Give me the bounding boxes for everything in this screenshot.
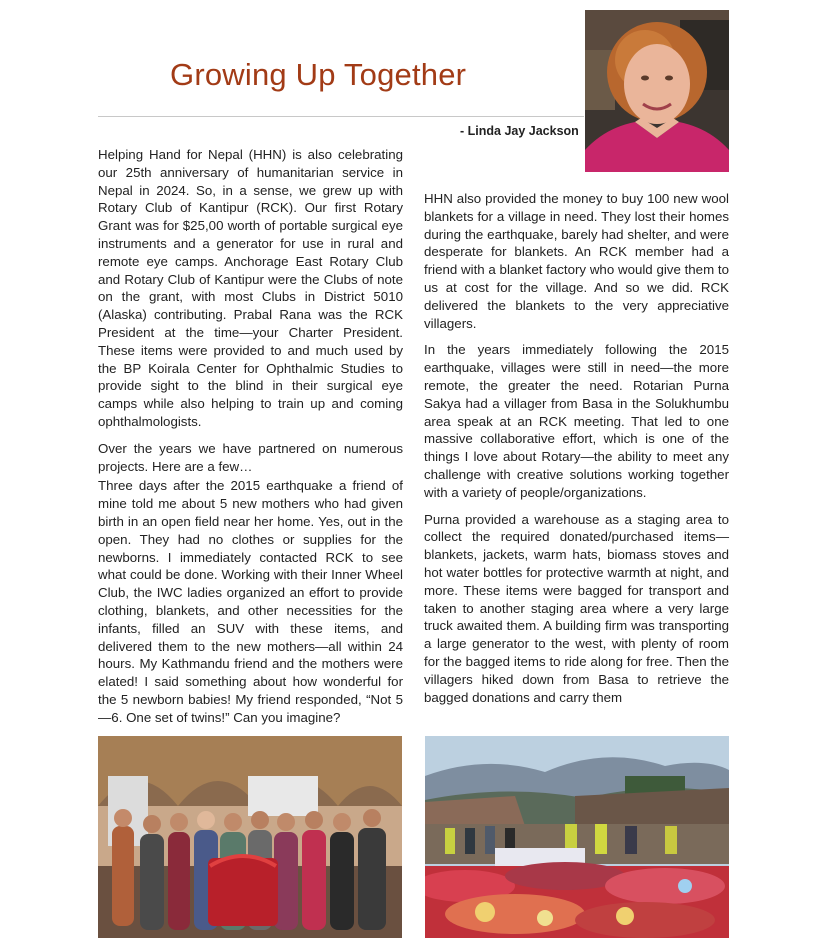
title-divider xyxy=(98,116,584,117)
paragraph: Three days after the 2015 earthquake a friend of mine told me about 5 new mothers who had given birth in an open field near her home. Yes, out in the open. They had no clothes or supplies for the newborns. I immediately contacted RCK to see what could be done. Working with their Inner Wheel Club, the IWC ladies organized an effort to provide clothing, blankets, and other necessities for the infants, filled an SUV with these items, and delivered them to the new mothers—all within 24 hours. My Kathmandu friend and the mothers were elated! I said something about how wonderful for the 5 newborn babies! My friend responded, “Not 5—6. One set of twins!” Can you imagine? xyxy=(98,478,403,725)
article-title: Growing Up Together xyxy=(170,57,467,92)
paragraph: Purna provided a warehouse as a staging area to collect the required donated/purchased items—blankets, jackets, warm hats, biomass stoves and hot water bottles for protective warmth at night, and more. These items were bagged for transport and taken to another staging area where a very large truck awaited them. A building firm was transporting a large generator to the west, with plenty of room for the bagged items to ride along for free. Then the villagers hiked down from Basa to retrieve the bagged donations and carry them xyxy=(424,511,729,705)
group-photo xyxy=(98,736,402,938)
blanket-distribution-photo xyxy=(425,736,729,938)
author-byline: - Linda Jay Jackson xyxy=(460,124,579,138)
author-portrait-photo xyxy=(585,10,729,172)
left-column xyxy=(98,146,403,736)
right-column xyxy=(424,190,729,715)
paragraph: Helping Hand for Nepal (HHN) is also celebrating our 25th anniversary of humanitarian service in Nepal in 2024. So, in a sense, we grew up with Rotary Club of Kantipur (RCK). Our first Rotary Grant was for $25,00 worth of portable surgical eye instruments and a generator for use in rural and remote eye camps. Anchorage East Rotary Club and Rotary Club of Kantipur were the Clubs of note on the grant, with most Clubs in District 5010 (Alaska) contributing. Prabal Rana was the RCK President at the time—your Charter President. These items were provided to and much used by the BP Koirala Center for Ophthalmic Studies to provide sight to the blind in their surgical eye camps while also helping to train up and coming ophthalmologists. xyxy=(98,147,403,429)
paragraph: Over the years we have partnered on numerous projects. Here are a few… xyxy=(98,440,403,474)
paragraph: In the years immediately following the 2015 earthquake, villages were still in need—the more remote, the greater the need. Rotarian Purna Sakya had a villager from Basa in the Solukhumbu area speak at an RCK meeting. That led to one massive collaborative effort, which is one of the things I love about Rotary—the ability to meet any challenge with creative solutions working together with a variety of people/organizations. xyxy=(424,342,729,500)
paragraph: HHN also provided the money to buy 100 new wool blankets for a village in need. They lost their homes during the earthquake, barely had shelter, and were desperate for blankets. An RCK member had a friend with a blanket factory who would give them to us at cost for the village. And so we did. RCK delivered the blankets to the very appreciative villagers. xyxy=(424,191,729,331)
